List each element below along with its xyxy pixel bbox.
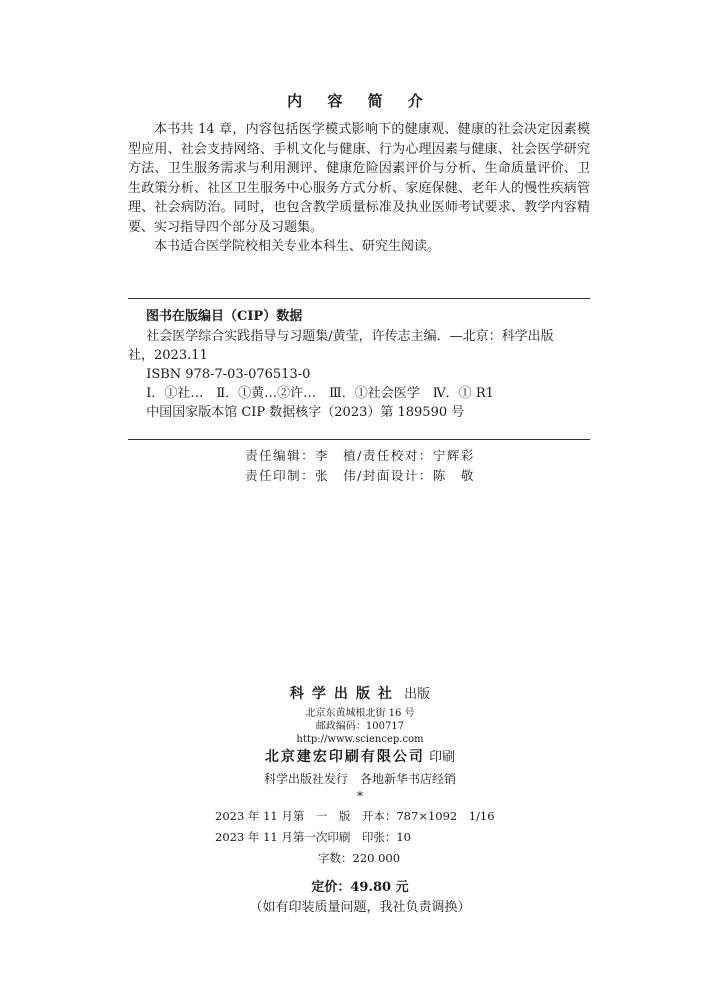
- edition-line: 2023 年 11 月第 一 版 开本：787×1092 1/16: [215, 809, 495, 823]
- cip-top-rule: [128, 298, 590, 299]
- publisher-line: [0, 683, 720, 703]
- editors-line-1: 责任编辑：李 植/责任校对：宁辉彩: [245, 448, 475, 463]
- intro-paragraph-1: 本书共 14 章，内容包括医学模式影响下的健康观、健康的社会决定因素模型应用、社会支持网络、手机文化与健康、行为心理因素与健康、社会医学研究方法、卫生服务需求与利用测评、健康危险因素评价与分析、生命质量评价、卫生政策分析、社区卫生服务中心服务方式分析、家庭保健、老年人的慢性疾病管理、社会病防治。同时，也包含教学质量标准及执业医师考试要求、教学内容精要、实习指导四个部分及习题集。: [128, 122, 590, 235]
- printer-logo-name: 北京建宏印刷有限公司: [264, 749, 425, 765]
- publisher-logo-name: 科学出版社: [289, 686, 400, 702]
- cip-classification: Ⅰ．①社… Ⅱ．①黄…②许… Ⅲ．①社会医学 Ⅳ．① R1: [146, 386, 494, 401]
- cip-block: [128, 327, 590, 422]
- publisher-postcode: 邮政编码：100717: [315, 721, 405, 732]
- publisher-suffix: 出版: [404, 687, 431, 702]
- word-count: 字数：220 000: [318, 851, 401, 865]
- cip-isbn: ISBN 978-7-03-076513-0: [146, 367, 311, 382]
- distribution-line: 科学出版社发行 各地新华书店经销: [263, 772, 456, 786]
- publisher-address: 北京东黄城根北街 16 号: [305, 708, 415, 719]
- cip-bibliographic-line-cont: 社，2023.11: [128, 348, 208, 363]
- intro-body: [128, 120, 590, 257]
- price: 定价：49.80 元: [311, 880, 409, 895]
- printer-line: [0, 746, 720, 766]
- cip-heading: 图书在版编目（CIP）数据: [146, 309, 303, 324]
- cip-bottom-rule: [128, 439, 590, 440]
- intro-paragraph-2: 本书适合医学院校相关专业本科生、研究生阅读。: [154, 239, 441, 254]
- publisher-url: http://www.sciencep.com: [296, 734, 424, 745]
- separator-star: *: [357, 789, 363, 803]
- publication-info: [215, 806, 495, 869]
- quality-notice: （如有印装质量问题，我社负责调换）: [249, 900, 471, 915]
- editors-line-2: 责任印制：张 伟/封面设计：陈 敬: [245, 468, 475, 483]
- cip-record-number: 中国国家版本馆 CIP 数据核字（2023）第 189590 号: [146, 405, 465, 420]
- editors-block: [0, 446, 720, 486]
- intro-title: 内 容 简 介: [287, 92, 433, 110]
- printer-suffix: 印刷: [429, 750, 456, 765]
- printing-line: 2023 年 11 月第一次印刷 印张：10: [215, 830, 411, 844]
- cip-bibliographic-line: 社会医学综合实践指导与习题集/黄莹，许传志主编．—北京：科学出版: [146, 329, 554, 344]
